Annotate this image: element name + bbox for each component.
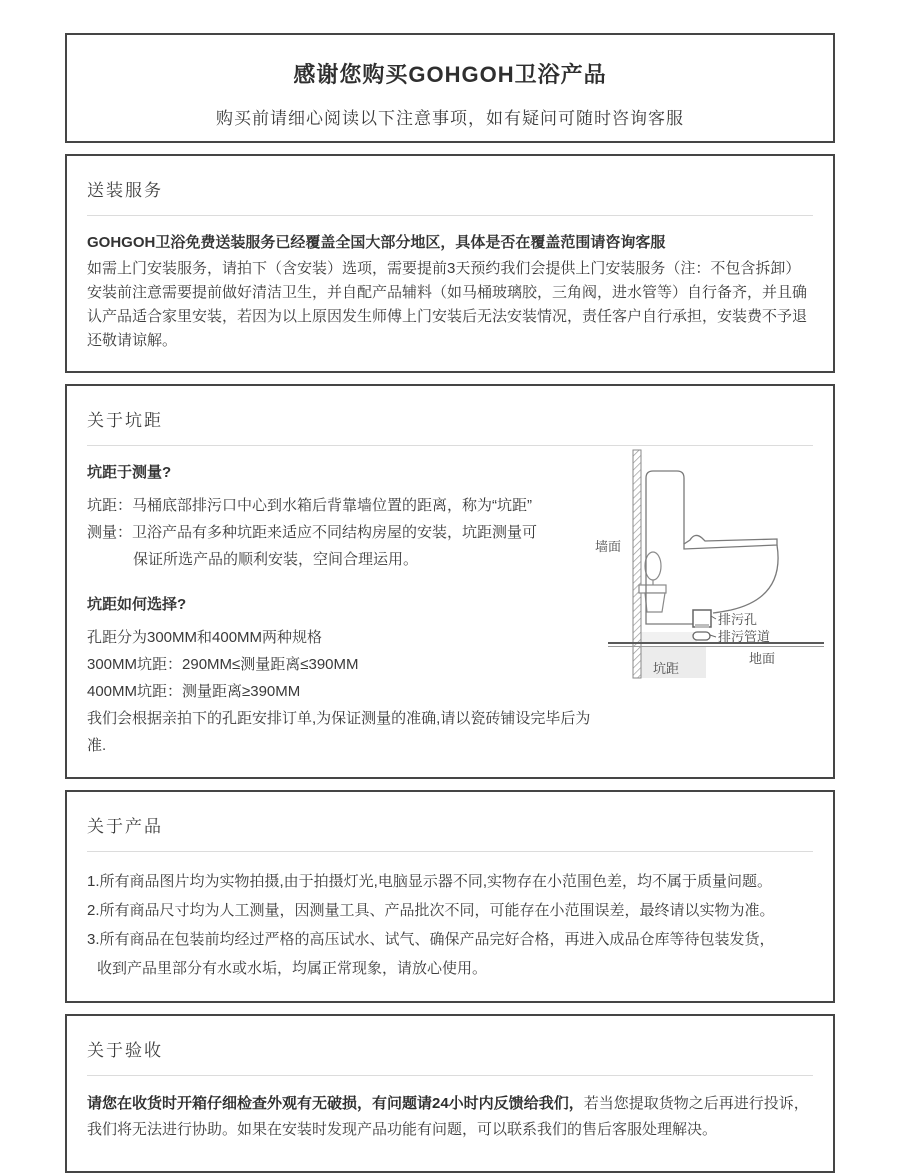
toilet-pit-distance-diagram — [581, 444, 831, 689]
product-note-2: 2.所有商品尺寸均为人工测量，因测量工具、产品批次不同，可能存在小范围误差，最终请以实物为准。 — [87, 902, 775, 919]
section-divider — [87, 1075, 813, 1076]
product-note-1: 1.所有商品图片均为实物拍摄,由于拍摄灯光,电脑显示器不同,实物存在小范围色差，均不属于质量问题。 — [87, 873, 773, 890]
section-divider — [87, 215, 813, 216]
ground-label: 地面 — [749, 651, 776, 666]
acceptance-rest-text: 若当您提取货物之后再进行投诉，我们将无法进行协助。如果在安装时发现产品功能有问题，可以联系我们的售后客服处理解决。 — [87, 1095, 809, 1138]
pit-question-choose: 坑距如何选择? — [87, 596, 187, 613]
drain-pipe-label: 排污管道 — [718, 629, 771, 644]
pit-distance-label: 坑距 — [653, 661, 680, 676]
fill-valve — [639, 552, 666, 612]
product-section-title: 关于产品 — [87, 817, 163, 836]
section-pit-distance — [65, 384, 835, 779]
delivery-section-title: 送装服务 — [87, 181, 163, 200]
toilet-seat — [684, 535, 777, 549]
pit-line-note: 我们会根据亲拍下的孔距安排订单,为保证测量的准确,请以瓷砖铺设完毕后为准. — [87, 710, 591, 754]
acceptance-bold-text: 请您在收货时开箱仔细检查外观有无破损，有问题请24小时内反馈给我们， — [87, 1095, 584, 1112]
acceptance-body-text — [87, 1091, 813, 1143]
section-delivery-service — [65, 154, 835, 373]
wall-label: 墙面 — [595, 539, 622, 554]
drain-hole-label: 排污孔 — [718, 612, 758, 627]
pit-line-400mm: 400MM坑距：测量距离≥390MM — [87, 683, 301, 700]
pit-section-title: 关于坑距 — [87, 411, 163, 430]
page-subtitle: 购买前请细心阅读以下注意事项，如有疑问可随时咨询客服 — [216, 109, 684, 128]
pit-line-specs: 孔距分为300MM和400MM两种规格 — [87, 629, 323, 646]
section-acceptance — [65, 1014, 835, 1173]
pit-line-300mm: 300MM坑距：290MM≤测量距离≤390MM — [87, 656, 359, 673]
toilet-tank — [646, 471, 684, 548]
pit-line-measure: 测量：卫浴产品有多种坑距来适应不同结构房屋的安装，坑距测量可 — [87, 524, 538, 541]
header-notice-box — [65, 33, 835, 143]
delivery-lead-text: GOHGOH卫浴免费送装服务已经覆盖全国大部分地区，具体是否在覆盖范围请咨询客服 — [87, 234, 666, 251]
section-about-product — [65, 790, 835, 1003]
pit-question-measure: 坑距于测量? — [87, 464, 172, 481]
pit-line-definition: 坑距：马桶底部排污口中心到水箱后背靠墙位置的距离，称为“坑距” — [87, 497, 532, 514]
drain-hole-shadow — [695, 624, 709, 628]
acceptance-section-title: 关于验收 — [87, 1041, 163, 1060]
pit-text-column — [87, 461, 602, 759]
delivery-body-text: 如需上门安装服务，请拍下（含安装）选项，需要提前3天预约我们会提供上门安装服务（注：不包含拆卸）安装前注意需要提前做好清洁卫生，并自配产品辅料（如马桶玻璃胶，三角阀，进水管等）自行备齐，并且确认产品适合家里安装，若因为以上原因发生师傅上门安装后无法安装情况，责任客户自行承担，安装费不予退还敬请谅解。 — [87, 260, 808, 349]
page-title: 感谢您购买GOHGOH卫浴产品 — [293, 62, 607, 87]
floor-shade — [641, 632, 697, 643]
drain-pipe — [693, 632, 710, 640]
section-divider — [87, 851, 813, 852]
pit-line-measure-wrap: 保证所选产品的顺利安装，空间合理运用。 — [133, 551, 419, 568]
product-note-3: 3.所有商品在包装前均经过严格的高压试水、试气、确保产品完好合格，再进入成品仓库等待包装发货， — [87, 931, 775, 948]
product-note-3-wrap: 收到产品里部分有水或水垢，均属正常现象，请放心使用。 — [97, 960, 488, 977]
toilet-bowl — [713, 545, 778, 613]
drain-pipe-leader — [710, 635, 716, 637]
